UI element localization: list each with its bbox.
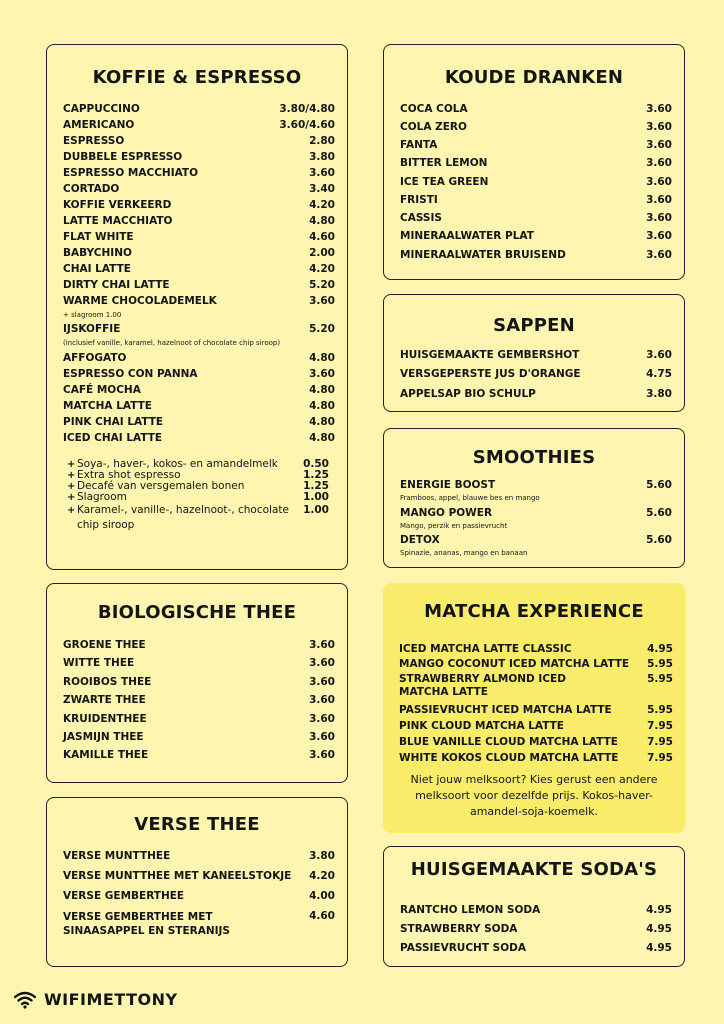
section-koffie-espresso: KOFFIE & ESPRESSO CAPPUCCINO 3.80/4.80 AMERICANO 3.60/4.60 ESPRESSO 2.80 DUBBELE ESPRESSO 3.80 ESPRESSO MACCHIATO 3.60 CORTADO 3.40 KOFFIE VERKEERD 4.20 LATTE MACCHIATO 4.80 FLAT WHITE 4.60 BABYCHINO 2.00 CHAI LATTE 4.20 DIRTY CHAI LATTE 5.20 WARME CHOCOLADEMELK 3.60 + slagroom 1.00 IJSKOFFIE 5.20 (inclusief vanille, karamel, hazelnoot of chocolate chip siroop) AFFOGATO 4.80 ESPRESSO CON PANNA 3.60 CAFÉ MOCHA 4.80 MATCHA LATTE 4.80 PINK CHAI LATTE 4.80 ICED CHAI LATTE 4.80 + Soya-, haver-, kokos- en amandelmelk 0.50 + Extra shot espresso 1.25 + Decafé van versgemalen bonen 1.25 + Slagroom 1.00 + Karamel-, vanille-, hazelnoot-, chocolate chip siroop 1.00 (46, 44, 348, 570)
section-matcha-experience: MATCHA EXPERIENCE ICED MATCHA LATTE CLASSIC 4.95 MANGO COCONUT ICED MATCHA LATTE 5.95 STRAWBERRY ALMOND ICED MATCHA LATTE 5.95 PASSIEVRUCHT ICED MATCHA LATTE 5.95 PINK CLOUD MATCHA LATTE 7.95 BLUE VANILLE CLOUD MATCHA LATTE 7.95 WHITE KOKOS CLOUD MATCHA LATTE 7.95 Niet jouw melksoort? Kies gerust een andere melksoort voor dezelfde prijs. Kokos-haver-amandel-soja-koemelk. (383, 583, 685, 833)
brand-name: WIFIMETTONY (44, 990, 178, 1009)
extra-item: + Soya-, haver-, kokos- en amandelmelk 0.50 (67, 458, 329, 470)
section-title: SAPPEN (493, 315, 575, 336)
section-title: KOUDE DRANKEN (444, 67, 624, 88)
plus-icon: + (67, 459, 76, 470)
section-title: HUISGEMAAKTE SODA'S (410, 859, 658, 880)
section-title: KOFFIE & ESPRESSO (92, 67, 302, 88)
extra-item: + Decafé van versgemalen bonen 1.25 (67, 480, 329, 492)
plus-icon: + (67, 481, 76, 492)
section-verse-thee: VERSE THEE VERSE MUNTTHEE 3.80 VERSE MUNTTHEE MET KANEELSTOKJE 4.20 VERSE GEMBERTHEE 4.00 VERSE GEMBERTHEE MET SINAASAPPEL EN STERANIJS 4.60 (46, 797, 348, 967)
extra-item: + Karamel-, vanille-, hazelnoot-, chocolate chip siroop 1.00 (67, 504, 329, 531)
plus-icon: + (67, 492, 76, 503)
item-note: (inclusief vanille, karamel, hazelnoot of chocolate chip siroop) (63, 339, 281, 347)
plus-icon: + (67, 505, 76, 516)
footer-brand (14, 990, 178, 1009)
section-huisgemaakte-sodas: HUISGEMAAKTE SODA'S RANTCHO LEMON SODA 4.95 STRAWBERRY SODA 4.95 PASSIEVRUCHT SODA 4.95 (383, 846, 685, 967)
section-title: VERSE THEE (134, 814, 260, 835)
section-smoothies: SMOOTHIES ENERGIE BOOST 5.60 Framboos, appel, blauwe bes en mango MANGO POWER 5.60 Mango, perzik en passievrucht DETOX 5.60 Spinazie, ananas, mango en banaan (383, 428, 685, 568)
wifi-icon (14, 991, 36, 1009)
section-title: BIOLOGISCHE THEE (97, 602, 297, 623)
item-description: Spinazie, ananas, mango en banaan (400, 549, 528, 557)
section-koude-dranken: KOUDE DRANKEN COCA COLA 3.60 COLA ZERO 3.60 FANTA 3.60 BITTER LEMON 3.60 ICE TEA GREEN 3.60 FRISTI 3.60 CASSIS 3.60 MINERAALWATER PLAT 3.60 MINERAALWATER BRUISEND 3.60 (383, 44, 685, 280)
plus-icon: + (67, 470, 76, 481)
section-sappen: SAPPEN HUISGEMAAKTE GEMBERSHOT 3.60 VERSGEPERSTE JUS D'ORANGE 4.75 APPELSAP BIO SCHULP 3.80 (383, 294, 685, 412)
section-title: SMOOTHIES (472, 447, 596, 468)
item-description: Mango, perzik en passievrucht (400, 522, 508, 530)
milk-note: Niet jouw melksoort? Kies gerust een andere melksoort voor dezelfde prijs. Kokos-haver-amandel-soja-koemelk. (410, 773, 658, 818)
extra-item: + Extra shot espresso 1.25 (67, 469, 329, 481)
section-title: MATCHA EXPERIENCE (424, 601, 644, 622)
item-description: Framboos, appel, blauwe bes en mango (400, 494, 540, 502)
section-biologische-thee: BIOLOGISCHE THEE GROENE THEE 3.60 WITTE THEE 3.60 ROOIBOS THEE 3.60 ZWARTE THEE 3.60 KRUIDENTHEE 3.60 JASMIJN THEE 3.60 KAMILLE THEE 3.60 (46, 583, 348, 783)
item-note: + slagroom 1.00 (63, 311, 122, 319)
extra-item: + Slagroom 1.00 (67, 491, 329, 503)
